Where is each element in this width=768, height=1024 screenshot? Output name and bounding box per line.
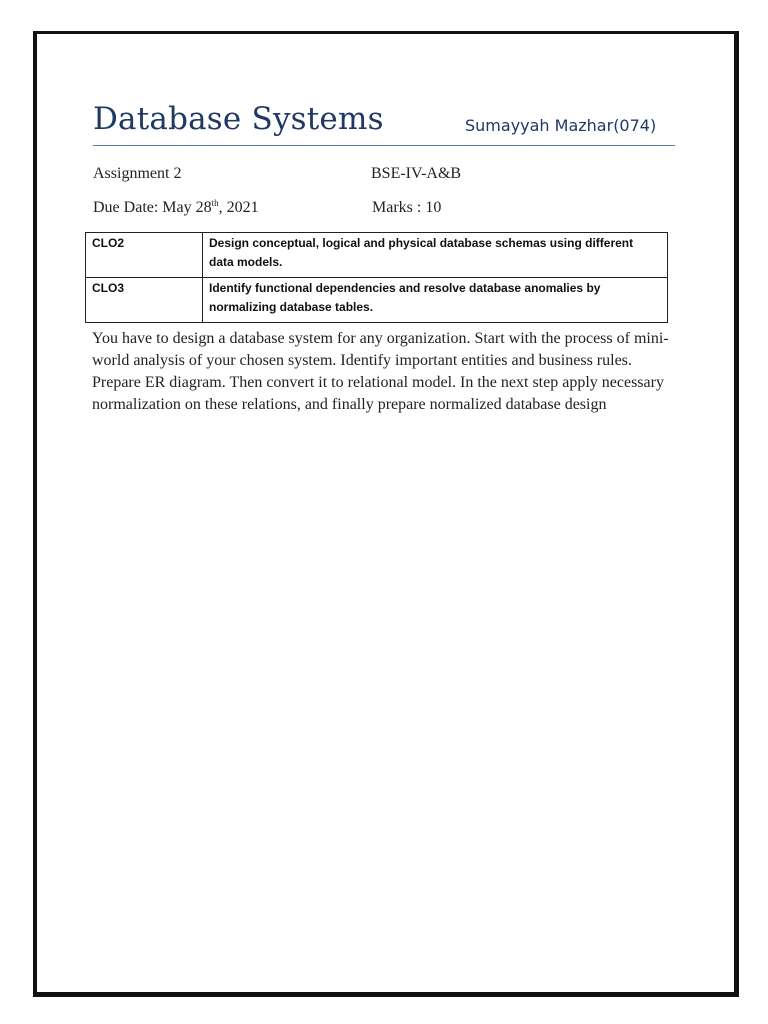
due-date (93, 199, 259, 217)
assignment-instructions: You have to design a database system for any organization. Start with the process of mini-world analysis of your chosen system. Identify important entities and business rules. Prepare ER diagram. Then convert it to relational model. In the next step apply necessary normalization on these relations, and finally prepare normalized database design (92, 330, 669, 413)
table-row (86, 278, 668, 323)
document-title: Database Systems (93, 101, 384, 137)
table-row (86, 233, 668, 278)
section-label: BSE-IV-A&B (371, 165, 462, 182)
due-date-year: , 2021 (218, 199, 259, 216)
clo-code-cell: CLO3 (86, 278, 203, 323)
due-date-text: Due Date: May 28 (93, 199, 212, 216)
clo-table (85, 232, 668, 323)
clo-description-cell: Identify functional dependencies and resolve database anomalies by normalizing database tables. (203, 278, 668, 323)
clo-code-cell: CLO2 (86, 233, 203, 278)
assignment-label: Assignment 2 (93, 165, 182, 182)
clo-description-cell: Design conceptual, logical and physical database schemas using different data models. (203, 233, 668, 278)
title-underline (93, 145, 675, 146)
author-name: Sumayyah Mazhar(074) (465, 116, 657, 135)
due-date-ordinal: th (211, 198, 219, 208)
marks-label: Marks : 10 (372, 199, 442, 216)
